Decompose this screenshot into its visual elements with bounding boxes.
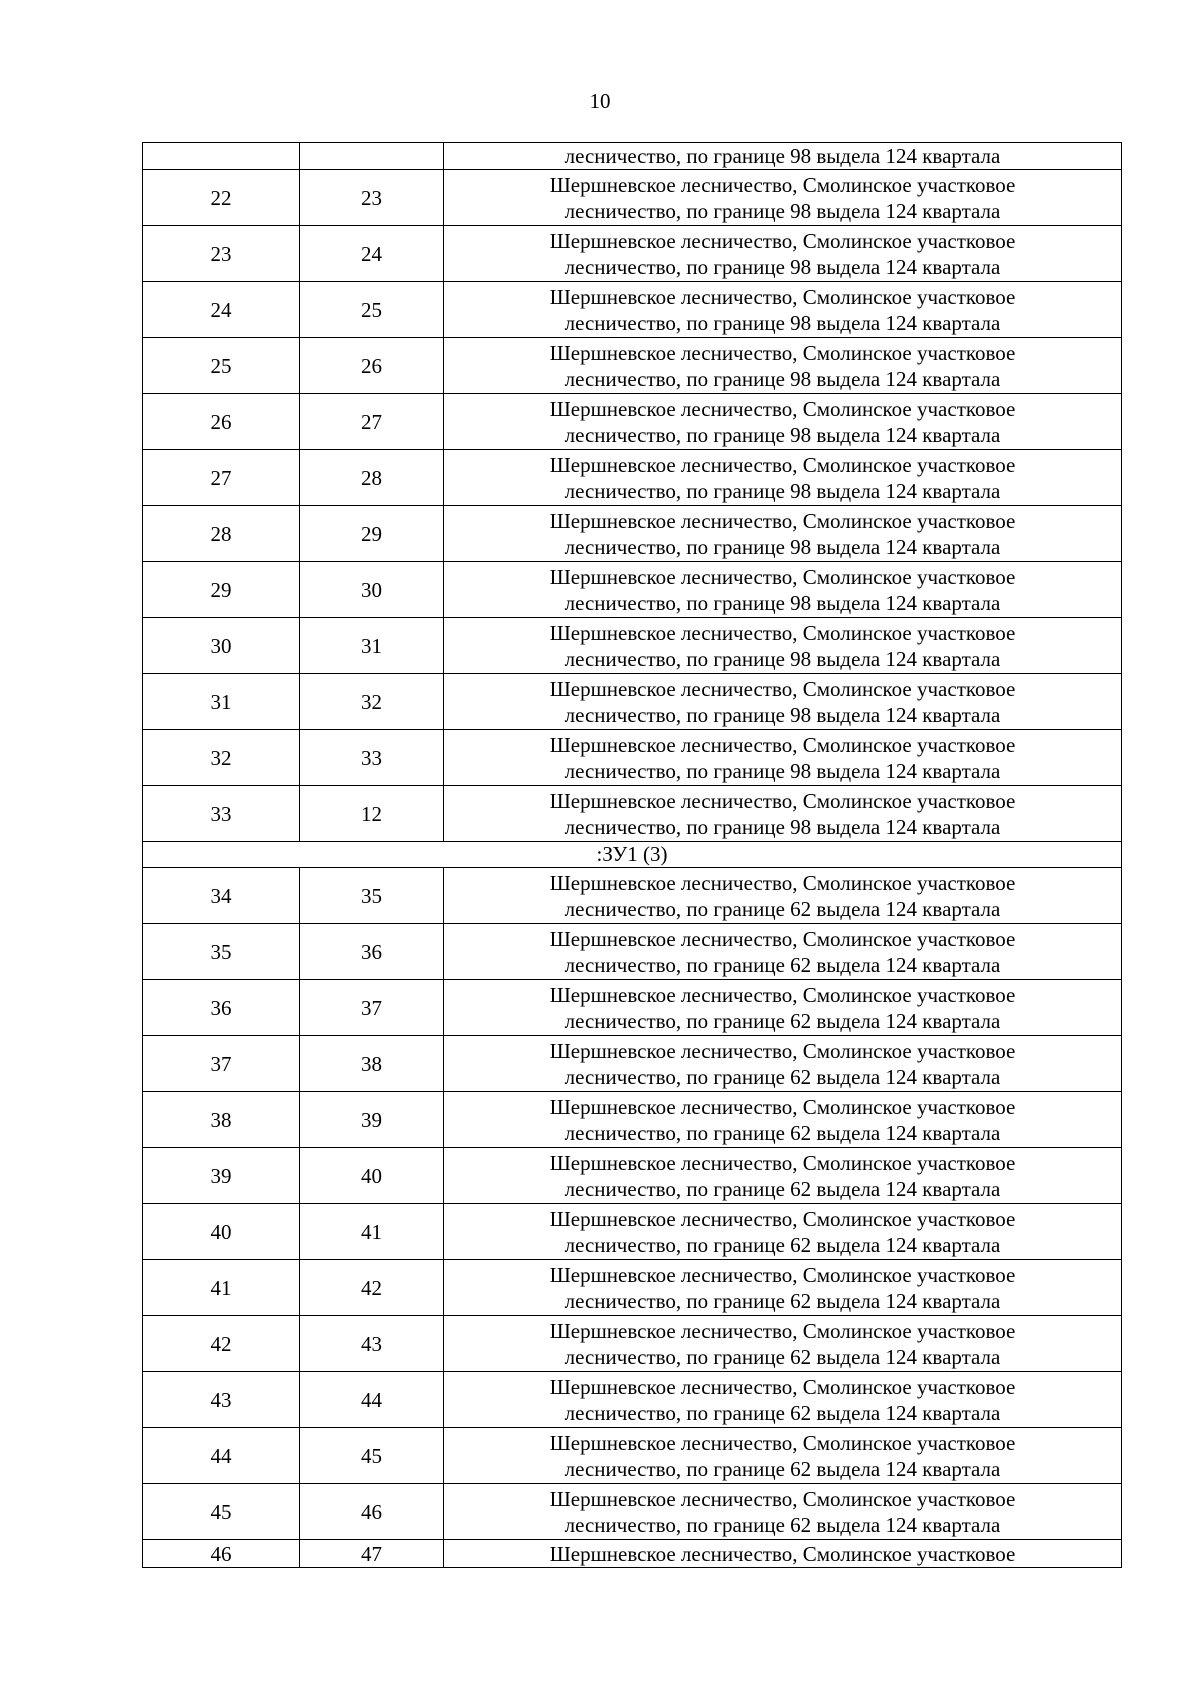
cell-from-point: 32 bbox=[143, 730, 300, 786]
cell-description bbox=[444, 786, 1122, 842]
description-line-2: лесничество, по границе 98 выдела 124 квартала bbox=[564, 758, 1001, 783]
cell-from-point: 23 bbox=[143, 226, 300, 282]
table-row bbox=[143, 450, 1122, 506]
cell-description bbox=[444, 562, 1122, 618]
cell-to-point: 38 bbox=[300, 1036, 444, 1092]
table-row bbox=[143, 1260, 1122, 1316]
table-row bbox=[143, 618, 1122, 674]
cell-from-point: 35 bbox=[143, 924, 300, 980]
cell-to-point: 27 bbox=[300, 394, 444, 450]
table-row bbox=[143, 674, 1122, 730]
description-line-2: лесничество, по границе 98 выдела 124 квартала bbox=[564, 254, 1001, 279]
cell-from-point: 38 bbox=[143, 1092, 300, 1148]
section-label: :ЗУ1 (3) bbox=[143, 842, 1122, 868]
table-row bbox=[143, 170, 1122, 226]
cell-to-point: 40 bbox=[300, 1148, 444, 1204]
cell-to-point: 26 bbox=[300, 338, 444, 394]
cell-to-point: 24 bbox=[300, 226, 444, 282]
cell-to-point: 30 bbox=[300, 562, 444, 618]
table-row bbox=[143, 394, 1122, 450]
table-body bbox=[143, 143, 1122, 1568]
table-row bbox=[143, 1484, 1122, 1540]
description-line-1: Шершневское лесничество, Смолинское участковое bbox=[549, 676, 1016, 701]
cell-to-point: 12 bbox=[300, 786, 444, 842]
description-line-1: Шершневское лесничество, Смолинское участковое bbox=[549, 172, 1016, 197]
cell-description bbox=[444, 338, 1122, 394]
description-line-1: Шершневское лесничество, Смолинское участковое bbox=[549, 340, 1016, 365]
cell-description bbox=[444, 618, 1122, 674]
description-line-2: лесничество, по границе 98 выдела 124 квартала bbox=[564, 646, 1001, 671]
cell-from-point: 25 bbox=[143, 338, 300, 394]
cell-description bbox=[444, 143, 1122, 170]
cell-to-point: 42 bbox=[300, 1260, 444, 1316]
cell-description bbox=[444, 1092, 1122, 1148]
cell-from-point: 27 bbox=[143, 450, 300, 506]
table-row bbox=[143, 1092, 1122, 1148]
description-line-2: лесничество, по границе 98 выдела 124 квартала bbox=[564, 534, 1001, 559]
cell-to-point: 46 bbox=[300, 1484, 444, 1540]
table-row bbox=[143, 980, 1122, 1036]
description-line-1: Шершневское лесничество, Смолинское участковое bbox=[549, 396, 1016, 421]
description-line-2: лесничество, по границе 62 выдела 124 квартала bbox=[564, 1456, 1001, 1481]
description-line-1: Шершневское лесничество, Смолинское участковое bbox=[549, 926, 1016, 951]
table-row bbox=[143, 282, 1122, 338]
table-row-partial bbox=[143, 1540, 1122, 1568]
cell-description bbox=[444, 1372, 1122, 1428]
cell-from-point bbox=[143, 143, 300, 170]
cell-to-point: 39 bbox=[300, 1092, 444, 1148]
cell-description bbox=[444, 1428, 1122, 1484]
cell-from-point: 45 bbox=[143, 1484, 300, 1540]
table-row bbox=[143, 226, 1122, 282]
description-line-2: лесничество, по границе 98 выдела 124 квартала bbox=[564, 422, 1001, 447]
cell-description bbox=[444, 1036, 1122, 1092]
cell-to-point: 36 bbox=[300, 924, 444, 980]
cell-to-point: 29 bbox=[300, 506, 444, 562]
description-line-2: лесничество, по границе 62 выдела 124 квартала bbox=[564, 1008, 1001, 1033]
description-line-1: Шершневское лесничество, Смолинское участковое bbox=[549, 870, 1016, 895]
cell-from-point: 24 bbox=[143, 282, 300, 338]
description-line-2: лесничество, по границе 62 выдела 124 квартала bbox=[564, 1512, 1001, 1537]
cell-from-point: 41 bbox=[143, 1260, 300, 1316]
cell-description bbox=[444, 282, 1122, 338]
description-line-1: Шершневское лесничество, Смолинское участковое bbox=[549, 1430, 1016, 1455]
table-row bbox=[143, 1036, 1122, 1092]
cell-description bbox=[444, 1316, 1122, 1372]
cell-description bbox=[444, 1260, 1122, 1316]
description-line-1: Шершневское лесничество, Смолинское участковое bbox=[549, 1541, 1016, 1566]
description-line-1: Шершневское лесничество, Смолинское участковое bbox=[549, 284, 1016, 309]
description-line-2: лесничество, по границе 62 выдела 124 квартала bbox=[564, 1176, 1001, 1201]
cell-description bbox=[444, 394, 1122, 450]
cell-to-point: 44 bbox=[300, 1372, 444, 1428]
description-line-2: лесничество, по границе 62 выдела 124 квартала bbox=[564, 1288, 1001, 1313]
cell-description bbox=[444, 226, 1122, 282]
cell-from-point: 29 bbox=[143, 562, 300, 618]
cell-description bbox=[444, 1484, 1122, 1540]
table-row bbox=[143, 506, 1122, 562]
cell-description bbox=[444, 674, 1122, 730]
description-line-1: Шершневское лесничество, Смолинское участковое bbox=[549, 1262, 1016, 1287]
cell-from-point: 26 bbox=[143, 394, 300, 450]
table-row bbox=[143, 1148, 1122, 1204]
table-row bbox=[143, 868, 1122, 924]
cell-description bbox=[444, 1148, 1122, 1204]
cell-from-point: 40 bbox=[143, 1204, 300, 1260]
description-line-1: Шершневское лесничество, Смолинское участковое bbox=[549, 508, 1016, 533]
cell-from-point: 37 bbox=[143, 1036, 300, 1092]
cell-from-point: 46 bbox=[143, 1540, 300, 1568]
description-line-2: лесничество, по границе 62 выдела 124 квартала bbox=[564, 1120, 1001, 1145]
cell-from-point: 22 bbox=[143, 170, 300, 226]
table-row bbox=[143, 786, 1122, 842]
cell-description bbox=[444, 730, 1122, 786]
description-line-1: Шершневское лесничество, Смолинское участковое bbox=[549, 1318, 1016, 1343]
description-line-2: лесничество, по границе 62 выдела 124 квартала bbox=[564, 896, 1001, 921]
cell-from-point: 39 bbox=[143, 1148, 300, 1204]
description-line-2: лесничество, по границе 98 выдела 124 квартала bbox=[564, 198, 1001, 223]
table-row bbox=[143, 730, 1122, 786]
page-number: 10 bbox=[589, 89, 611, 113]
description-line-2: лесничество, по границе 62 выдела 124 квартала bbox=[564, 1232, 1001, 1257]
description-line-2: лесничество, по границе 98 выдела 124 квартала bbox=[564, 144, 1001, 168]
cell-to-point: 43 bbox=[300, 1316, 444, 1372]
description-line-1: Шершневское лесничество, Смолинское участковое bbox=[549, 732, 1016, 757]
description-line-2: лесничество, по границе 98 выдела 124 квартала bbox=[564, 814, 1001, 839]
cell-from-point: 43 bbox=[143, 1372, 300, 1428]
description-line-1: Шершневское лесничество, Смолинское участковое bbox=[549, 1038, 1016, 1063]
table-row bbox=[143, 1428, 1122, 1484]
cell-to-point: 32 bbox=[300, 674, 444, 730]
cell-description bbox=[444, 1204, 1122, 1260]
cell-from-point: 42 bbox=[143, 1316, 300, 1372]
cell-description bbox=[444, 924, 1122, 980]
cell-to-point: 25 bbox=[300, 282, 444, 338]
description-line-1: Шершневское лесничество, Смолинское участковое bbox=[549, 564, 1016, 589]
cell-to-point: 35 bbox=[300, 868, 444, 924]
description-line-2: лесничество, по границе 98 выдела 124 квартала bbox=[564, 590, 1001, 615]
cell-from-point: 44 bbox=[143, 1428, 300, 1484]
description-line-2: лесничество, по границе 62 выдела 124 квартала bbox=[564, 1344, 1001, 1369]
description-line-2: лесничество, по границе 98 выдела 124 квартала bbox=[564, 310, 1001, 335]
cell-from-point: 34 bbox=[143, 868, 300, 924]
cell-to-point bbox=[300, 143, 444, 170]
cell-to-point: 31 bbox=[300, 618, 444, 674]
description-line-2: лесничество, по границе 98 выдела 124 квартала bbox=[564, 478, 1001, 503]
description-line-1: Шершневское лесничество, Смолинское участковое bbox=[549, 788, 1016, 813]
description-line-2: лесничество, по границе 62 выдела 124 квартала bbox=[564, 1064, 1001, 1089]
cell-to-point: 37 bbox=[300, 980, 444, 1036]
description-line-1: Шершневское лесничество, Смолинское участковое bbox=[549, 1206, 1016, 1231]
table-row bbox=[143, 924, 1122, 980]
cell-to-point: 23 bbox=[300, 170, 444, 226]
cell-from-point: 28 bbox=[143, 506, 300, 562]
cell-to-point: 45 bbox=[300, 1428, 444, 1484]
cell-description bbox=[444, 1540, 1122, 1568]
cell-description bbox=[444, 980, 1122, 1036]
cell-to-point: 47 bbox=[300, 1540, 444, 1568]
cell-description bbox=[444, 170, 1122, 226]
description-line-2: лесничество, по границе 62 выдела 124 квартала bbox=[564, 952, 1001, 977]
table-row bbox=[143, 1204, 1122, 1260]
cell-description bbox=[444, 506, 1122, 562]
description-line-1: Шершневское лесничество, Смолинское участковое bbox=[549, 620, 1016, 645]
description-line-1: Шершневское лесничество, Смолинское участковое bbox=[549, 228, 1016, 253]
boundary-table bbox=[142, 142, 1122, 1568]
description-line-1: Шершневское лесничество, Смолинское участковое bbox=[549, 1150, 1016, 1175]
description-line-1: Шершневское лесничество, Смолинское участковое bbox=[549, 1374, 1016, 1399]
cell-to-point: 33 bbox=[300, 730, 444, 786]
table-row bbox=[143, 338, 1122, 394]
table-section-row bbox=[143, 842, 1122, 868]
cell-description bbox=[444, 450, 1122, 506]
cell-from-point: 30 bbox=[143, 618, 300, 674]
description-line-1: Шершневское лесничество, Смолинское участковое bbox=[549, 452, 1016, 477]
table-row-continuation bbox=[143, 143, 1122, 170]
description-line-1: Шершневское лесничество, Смолинское участковое bbox=[549, 982, 1016, 1007]
cell-to-point: 41 bbox=[300, 1204, 444, 1260]
description-line-2: лесничество, по границе 98 выдела 124 квартала bbox=[564, 702, 1001, 727]
cell-from-point: 31 bbox=[143, 674, 300, 730]
description-line-1: Шершневское лесничество, Смолинское участковое bbox=[549, 1486, 1016, 1511]
table-row bbox=[143, 1372, 1122, 1428]
description-line-2: лесничество, по границе 98 выдела 124 квартала bbox=[564, 366, 1001, 391]
description-line-2: лесничество, по границе 62 выдела 124 квартала bbox=[564, 1400, 1001, 1425]
cell-to-point: 28 bbox=[300, 450, 444, 506]
cell-from-point: 36 bbox=[143, 980, 300, 1036]
cell-from-point: 33 bbox=[143, 786, 300, 842]
cell-description bbox=[444, 868, 1122, 924]
description-line-1: Шершневское лесничество, Смолинское участковое bbox=[549, 1094, 1016, 1119]
table-row bbox=[143, 562, 1122, 618]
table-row bbox=[143, 1316, 1122, 1372]
